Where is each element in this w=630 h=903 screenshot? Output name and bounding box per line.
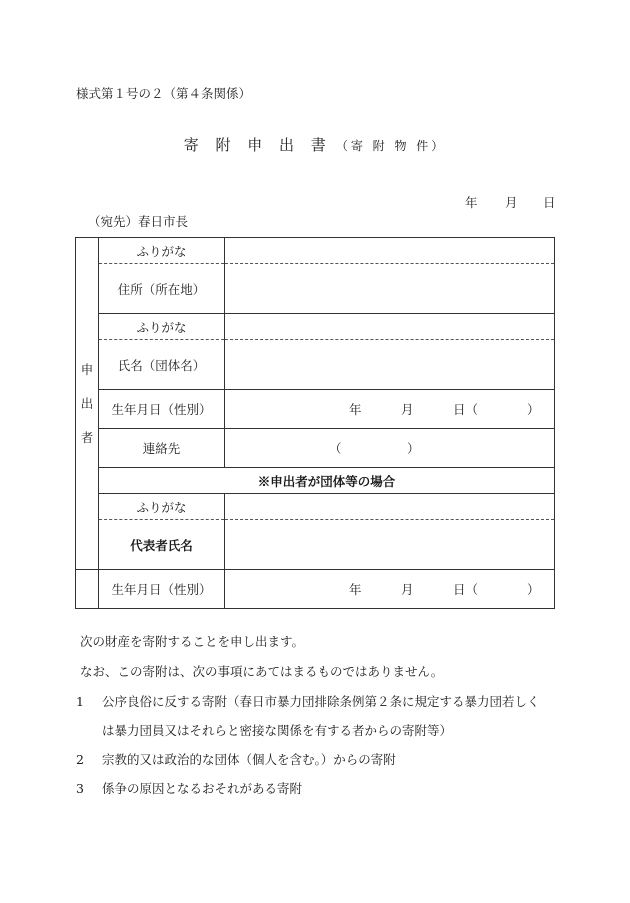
exclusion-item-1-continued — [76, 721, 452, 739]
name-label: 氏名（団体名） — [99, 340, 225, 390]
birth-day-unit: 日（ — [453, 402, 479, 417]
rep-birth-field[interactable] — [225, 570, 555, 609]
contact-field[interactable] — [225, 429, 555, 468]
exclusion-item-2 — [76, 750, 396, 768]
rep-name-field[interactable] — [225, 520, 555, 570]
contact-close-paren: ） — [407, 441, 420, 456]
statement-paragraph-2: なお、この寄附は、次の事項にあてはまるものではありません。 — [80, 664, 444, 679]
date-day: 日 — [543, 195, 556, 210]
item-text: 公序良俗に反する寄附（春日市暴力団排除条例第２条に規定する暴力団若しく — [102, 694, 540, 709]
side-char-3: 者 — [80, 429, 94, 445]
birth-month-unit: 月 — [401, 402, 414, 417]
side-char-2: 出 — [80, 395, 94, 411]
item-text: は暴力団員又はそれらと密接な関係を有する者からの寄附等） — [102, 723, 453, 738]
rep-birth-gender-close: ） — [527, 582, 540, 597]
contact-label: 連絡先 — [99, 429, 225, 468]
title-subtitle: （寄 附 物 件） — [335, 139, 447, 153]
name-furigana-field[interactable] — [225, 314, 555, 340]
date-year: 年 — [465, 195, 478, 210]
rep-birth-month-unit: 月 — [401, 582, 414, 597]
exclusion-item-1 — [76, 692, 540, 710]
title-main: 寄 附 申 出 書 — [183, 136, 332, 154]
side-char-1: 申 — [80, 361, 94, 377]
statement-paragraph-1: 次の財産を寄附することを申し出ます。 — [80, 634, 305, 649]
address-field[interactable] — [225, 264, 555, 314]
name-field[interactable] — [225, 340, 555, 390]
rep-birth-label: 生年月日（性別） — [99, 570, 225, 609]
birth-field[interactable] — [225, 390, 555, 429]
rep-furigana-field[interactable] — [225, 494, 555, 520]
rep-name-label: 代表者氏名 — [99, 520, 225, 570]
group-section-header: ※申出者が団体等の場合 — [99, 468, 555, 494]
address-furigana-field[interactable] — [225, 238, 555, 264]
rep-birth-day-unit: 日（ — [453, 582, 479, 597]
form-number: 様式第１号の２（第４条関係） — [76, 86, 252, 101]
item-number: 3 — [76, 781, 84, 796]
birth-label: 生年月日（性別） — [99, 390, 225, 429]
birth-year-unit: 年 — [349, 402, 362, 417]
contact-open-paren: （ — [329, 441, 342, 456]
address-label: 住所（所在地） — [99, 264, 225, 314]
item-number: 1 — [76, 694, 84, 709]
birth-gender-close: ） — [527, 402, 540, 417]
addressee: （宛先）春日市長 — [88, 214, 189, 229]
rep-furigana-label: ふりがな — [99, 494, 225, 520]
date-month: 月 — [505, 195, 518, 210]
side-spacer — [76, 570, 99, 609]
item-text: 宗教的又は政治的な団体（個人を含む。）からの寄附 — [102, 752, 396, 767]
exclusion-item-3 — [76, 779, 302, 797]
item-text: 係争の原因となるおそれがある寄附 — [102, 781, 303, 796]
applicant-side-label — [76, 238, 99, 570]
address-furigana-label: ふりがな — [99, 238, 225, 264]
name-furigana-label: ふりがな — [99, 314, 225, 340]
rep-birth-year-unit: 年 — [349, 582, 362, 597]
applicant-form-table — [75, 237, 555, 609]
document-title — [0, 134, 630, 155]
item-number: 2 — [76, 752, 84, 767]
